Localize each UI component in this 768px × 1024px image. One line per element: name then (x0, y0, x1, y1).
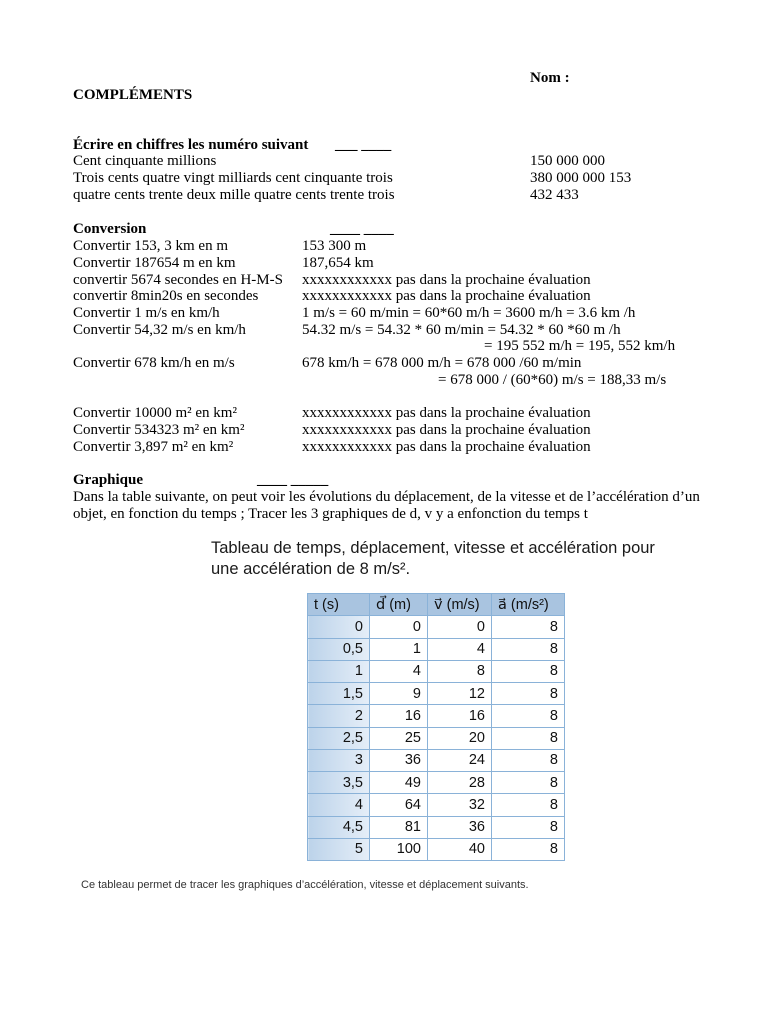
table-cell: 4 (370, 660, 428, 682)
table-cell: 8 (492, 705, 565, 727)
conversion-question-10: Convertir 3,897 m² en km² (73, 439, 234, 455)
table-cell: 1 (370, 638, 428, 660)
table-row (308, 772, 565, 794)
table-cell: 5 (308, 838, 370, 860)
table-cell: 4,5 (308, 816, 370, 838)
table-cell: 1 (308, 660, 370, 682)
conversion-answer-8: xxxxxxxxxxxx pas dans la prochaine évaluation (302, 405, 591, 421)
table-row (308, 727, 565, 749)
conversion-answer-6-continued: = 195 552 m/h = 195, 552 km/h (484, 338, 676, 354)
conversion-question-9: Convertir 534323 m² en km² (73, 422, 245, 438)
table-row (308, 816, 565, 838)
table-cell: 4 (308, 794, 370, 816)
table-footnote: Ce tableau permet de tracer les graphiques d’accélération, vitesse et déplacement suivants. (81, 879, 529, 891)
table-cell: 4 (428, 638, 492, 660)
number-value-3: 432 433 (530, 187, 579, 203)
table-cell: 0,5 (308, 638, 370, 660)
table-header-cell: t (s) (308, 594, 370, 616)
table-row (308, 749, 565, 771)
conversion-question-5: Convertir 1 m/s en km/h (73, 305, 220, 321)
conversion-question-4: convertir 8min20s en secondes (73, 288, 259, 304)
page-title: COMPLÉMENTS (73, 87, 193, 103)
table-cell: 8 (492, 749, 565, 771)
table-row (308, 794, 565, 816)
graph-heading: Graphique (73, 472, 144, 488)
table-row (308, 705, 565, 727)
table-cell: 8 (492, 772, 565, 794)
conversion-answer-7-continued: = 678 000 / (60*60) m/s = 188,33 m/s (438, 372, 667, 388)
conversion-answer-4: xxxxxxxxxxxx pas dans la prochaine évaluation (302, 288, 591, 304)
table-cell: 2 (308, 705, 370, 727)
conversion-question-2: Convertir 187654 m en km (73, 255, 236, 271)
table-cell: 8 (492, 616, 565, 638)
number-value-2: 380 000 000 153 (530, 170, 632, 186)
table-cell: 32 (428, 794, 492, 816)
table-cell: 8 (492, 660, 565, 682)
conversion-answer-2: 187,654 km (302, 255, 374, 271)
table-row (308, 638, 565, 660)
table-cell: 24 (428, 749, 492, 771)
table-caption-line-1: Tableau de temps, déplacement, vitesse et accélération pour (211, 539, 655, 557)
number-text-3: quatre cents trente deux mille quatre cents trente trois (73, 187, 395, 203)
table-cell: 28 (428, 772, 492, 794)
table-cell: 2,5 (308, 727, 370, 749)
table-cell: 49 (370, 772, 428, 794)
number-text-1: Cent cinquante millions (73, 153, 217, 169)
table-cell: 81 (370, 816, 428, 838)
conversion-question-7: Convertir 678 km/h en m/s (73, 355, 235, 371)
conversion-answer-1: 153 300 m (302, 238, 367, 254)
table-header-row (308, 594, 565, 616)
table-cell: 8 (492, 794, 565, 816)
table-header-cell: d⃗ (m) (370, 594, 428, 616)
table-row (308, 838, 565, 860)
table-cell: 36 (428, 816, 492, 838)
table-cell: 64 (370, 794, 428, 816)
conversion-question-8: Convertir 10000 m² en km² (73, 405, 237, 421)
kinematics-table (307, 593, 565, 861)
table-cell: 9 (370, 683, 428, 705)
table-cell: 16 (370, 705, 428, 727)
conversion-answer-3: xxxxxxxxxxxx pas dans la prochaine évaluation (302, 272, 591, 288)
numbers-heading: Écrire en chiffres les numéro suivant (73, 137, 309, 153)
conversion-heading: Conversion (73, 221, 147, 237)
table-header-cell: a⃗ (m/s²) (492, 594, 565, 616)
table-row (308, 616, 565, 638)
table-row (308, 683, 565, 705)
table-cell: 8 (428, 660, 492, 682)
number-value-1: 150 000 000 (530, 153, 605, 169)
graph-instructions: Dans la table suivante, on peut voir les évolutions du déplacement, de la vitesse et de l’accélération d’un objet, en fonction du temps ; Tracer les 3 graphiques de d, v y a enfonction du temps t (73, 489, 700, 522)
conversion-answer-5: 1 m/s = 60 m/min = 60*60 m/h = 3600 m/h = 3.6 km /h (302, 305, 636, 321)
table-body (308, 616, 565, 861)
numbers-score-blank: ___ ____ (335, 137, 392, 153)
table-cell: 36 (370, 749, 428, 771)
table-cell: 20 (428, 727, 492, 749)
table-cell: 0 (428, 616, 492, 638)
graph-score-blank: ____ _____ (257, 472, 329, 488)
table-cell: 1,5 (308, 683, 370, 705)
conversion-question-6: Convertir 54,32 m/s en km/h (73, 322, 246, 338)
table-row (308, 660, 565, 682)
conversion-score-blank: ____ ____ (330, 221, 394, 237)
conversion-answer-6: 54.32 m/s = 54.32 * 60 m/min = 54.32 * 60 *60 m /h (302, 322, 621, 338)
table-cell: 100 (370, 838, 428, 860)
conversion-question-1: Convertir 153, 3 km en m (73, 238, 228, 254)
conversion-answer-10: xxxxxxxxxxxx pas dans la prochaine évaluation (302, 439, 591, 455)
table-cell: 3,5 (308, 772, 370, 794)
name-label: Nom : (530, 70, 570, 86)
table-cell: 0 (370, 616, 428, 638)
table-cell: 0 (308, 616, 370, 638)
table-cell: 16 (428, 705, 492, 727)
table-caption (211, 538, 681, 580)
table-caption-line-2: une accélération de 8 m/s². (211, 560, 411, 578)
conversion-answer-9: xxxxxxxxxxxx pas dans la prochaine évaluation (302, 422, 591, 438)
conversion-answer-7: 678 km/h = 678 000 m/h = 678 000 /60 m/min (302, 355, 582, 371)
table-cell: 8 (492, 838, 565, 860)
conversion-question-3: convertir 5674 secondes en H-M-S (73, 272, 283, 288)
table-cell: 40 (428, 838, 492, 860)
table-cell: 8 (492, 683, 565, 705)
number-text-2: Trois cents quatre vingt milliards cent cinquante trois (73, 170, 393, 186)
table-header-cell: v⃗ (m/s) (428, 594, 492, 616)
table-cell: 8 (492, 638, 565, 660)
table-cell: 3 (308, 749, 370, 771)
table-cell: 25 (370, 727, 428, 749)
table-cell: 8 (492, 727, 565, 749)
table-cell: 12 (428, 683, 492, 705)
table-cell: 8 (492, 816, 565, 838)
